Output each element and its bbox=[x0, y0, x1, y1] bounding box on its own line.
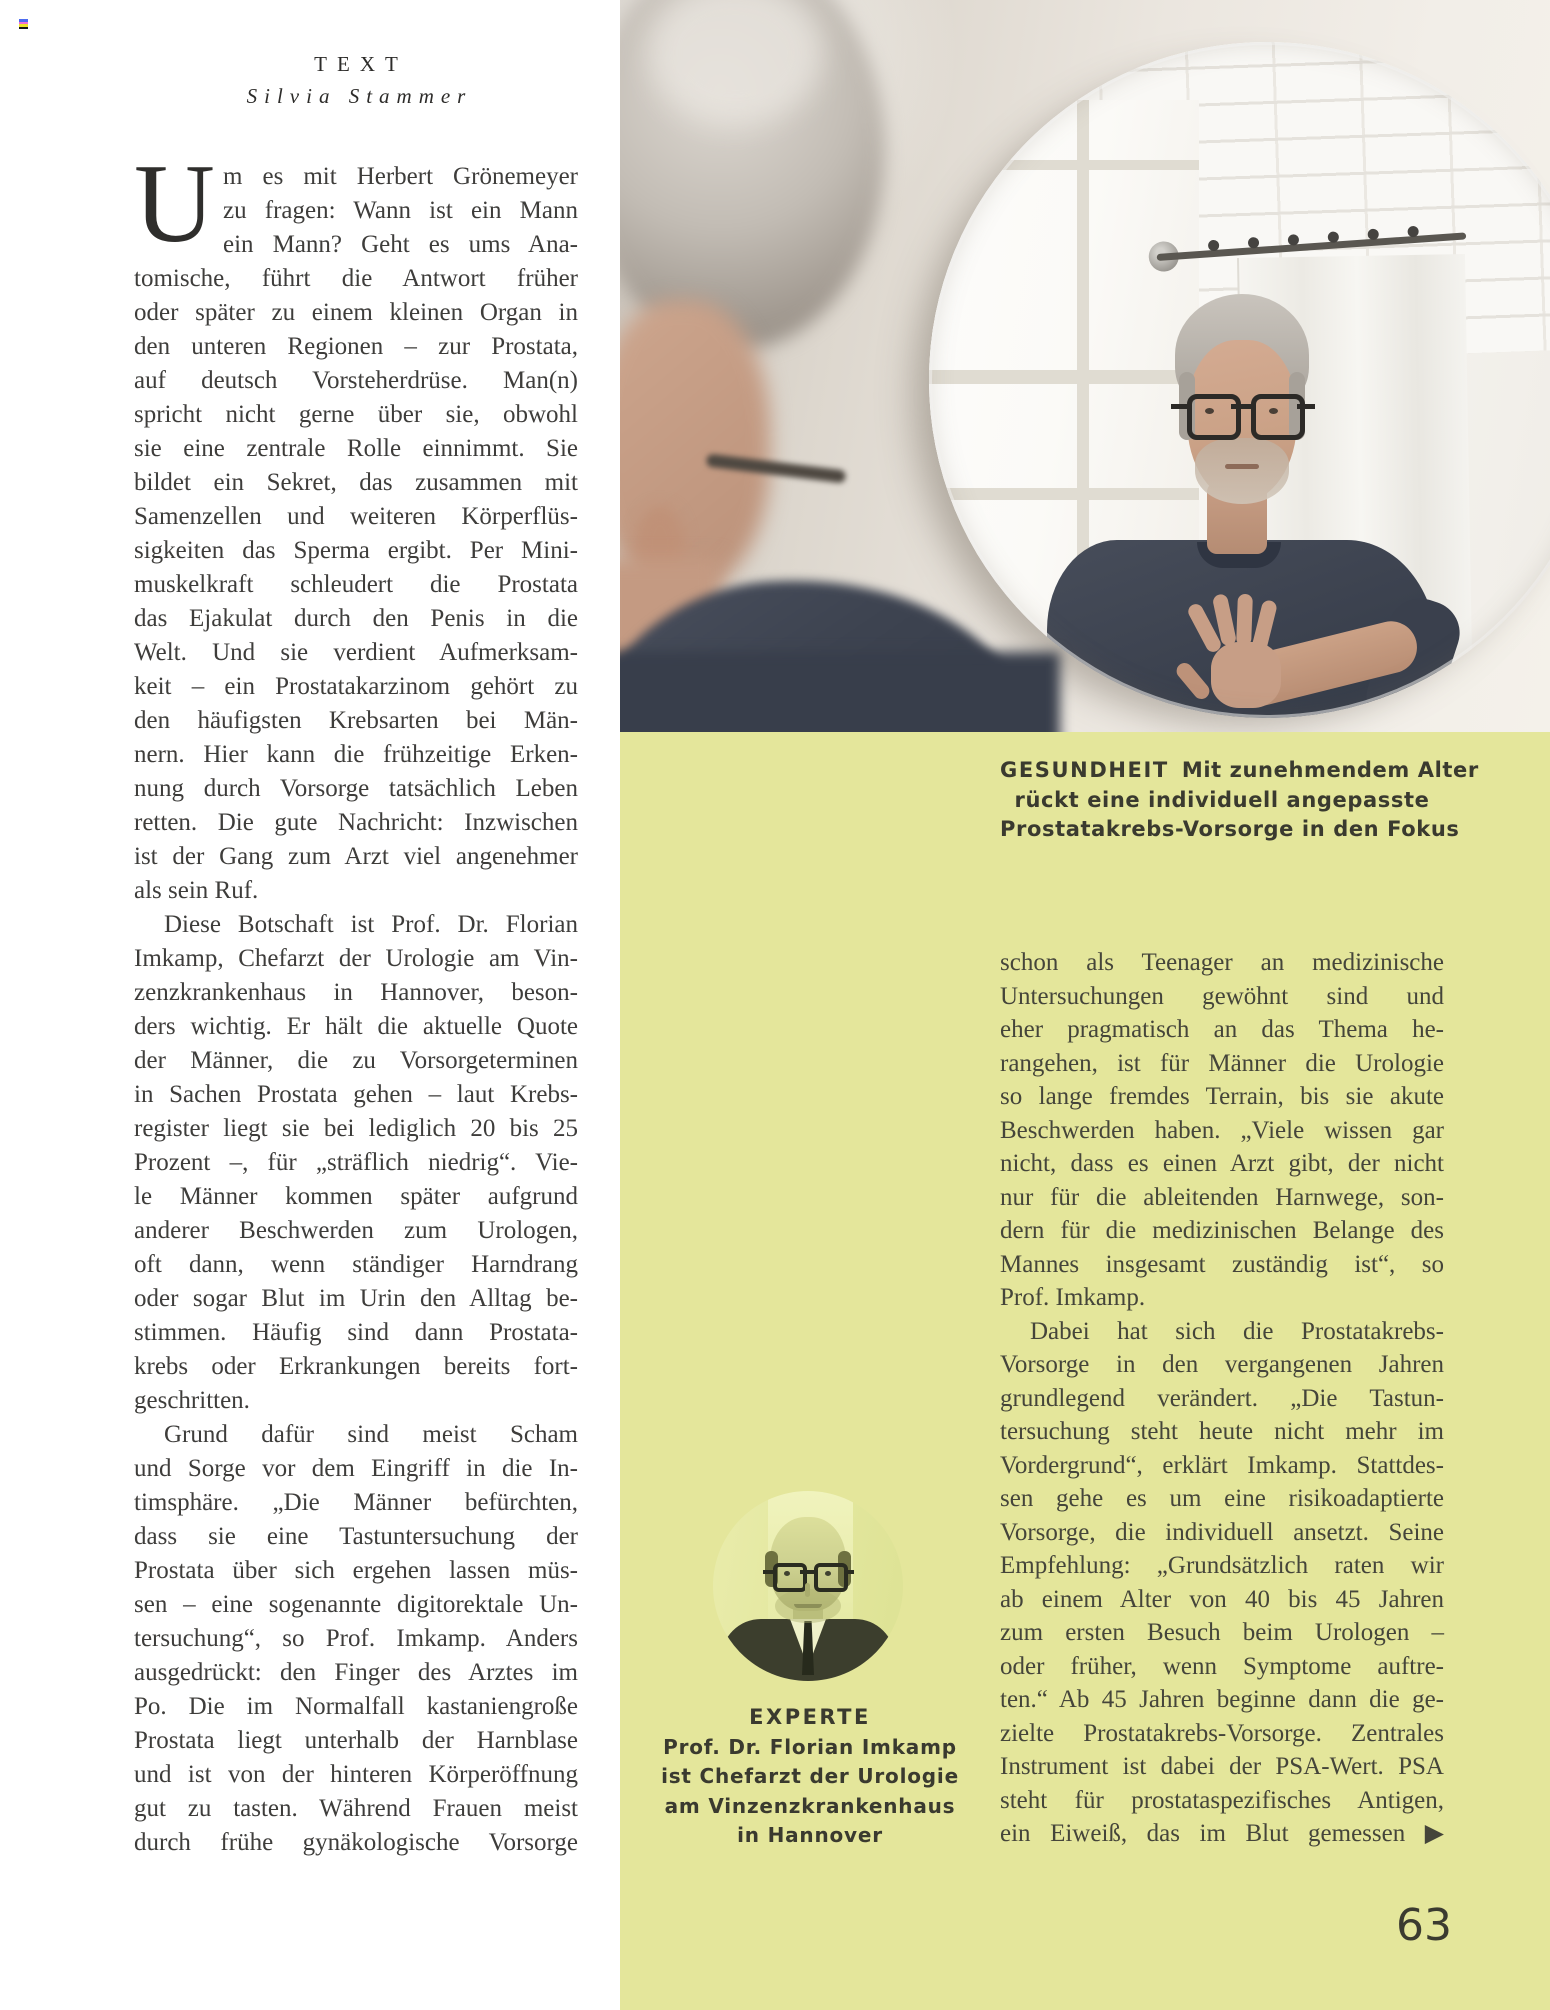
article-line: ein Eiweiß, das im Blut gemessen ▶ bbox=[1000, 1820, 1444, 1847]
article-line: oft dann, wenn ständiger Harndrang bbox=[134, 1251, 578, 1278]
portrait-glasses-lens bbox=[773, 1563, 807, 1592]
article-line: der Männer, die zu Vorsorgeterminen bbox=[134, 1047, 578, 1074]
caption-line: Prostatakrebs-Vorsorge in den Fokus bbox=[1000, 817, 1460, 841]
article-line: ist der Gang zum Arzt viel angenehmer bbox=[134, 843, 578, 870]
portrait-glasses-temple bbox=[763, 1570, 773, 1574]
article-line: Prostata über sich ergehen lassen müs- bbox=[134, 1557, 578, 1584]
registration-stripe-black bbox=[19, 27, 28, 30]
article-line: oder später zu einem kleinen Organ in bbox=[134, 299, 578, 326]
article-line: krebs oder Erkrankungen bereits fort- bbox=[134, 1353, 578, 1380]
caption-kicker: GESUNDHEIT bbox=[1000, 758, 1169, 782]
article-line: Samenzellen und weiteren Körperflüs- bbox=[134, 503, 578, 530]
article-line: zu fragen: Wann ist ein Mann bbox=[223, 197, 578, 224]
article-line: nern. Hier kann die frühzeitige Erken- bbox=[134, 741, 578, 768]
round-mirror bbox=[929, 42, 1550, 718]
byline-author: Silvia Stammer bbox=[246, 84, 473, 108]
expert-line: in Hannover bbox=[737, 1823, 883, 1847]
article-line: und ist von der hinteren Körperöffnung bbox=[134, 1761, 578, 1788]
portrait-glasses-temple bbox=[844, 1570, 854, 1574]
article-column-right bbox=[1000, 946, 1444, 1851]
article-line: durch frühe gynäkologische Vorsorge bbox=[134, 1829, 578, 1856]
article-line: Prof. Imkamp. bbox=[1000, 1284, 1146, 1311]
article-line: Dabei hat sich die Prostatakrebs- bbox=[1030, 1317, 1444, 1345]
article-line: retten. Die gute Nachricht: Inzwischen bbox=[134, 809, 578, 836]
byline bbox=[134, 52, 578, 109]
article-line: tomische, führt die Antwort früher bbox=[134, 265, 578, 292]
article-line: Prostata liegt unterhalb der Harnblase bbox=[134, 1727, 578, 1754]
article-line: Untersuchungen gewöhnt sind und bbox=[1000, 982, 1444, 1010]
caption-line: rückt eine individuell angepasste bbox=[1014, 787, 1430, 812]
foreground-man-back bbox=[620, 652, 1060, 732]
article-line: und Sorge vor dem Eingriff in die In- bbox=[134, 1455, 578, 1482]
article-line: Mannes insgesamt zuständig ist“, so bbox=[1000, 1250, 1444, 1278]
print-registration-mark bbox=[19, 19, 28, 30]
article-line: zum ersten Besuch beim Urologen – bbox=[1000, 1619, 1444, 1646]
article-line: eher pragmatisch an das Thema he- bbox=[1000, 1016, 1444, 1043]
article-line: m es mit Herbert Grönemeyer bbox=[223, 163, 578, 190]
article-line: ein Mann? Geht es ums Ana- bbox=[223, 231, 578, 258]
article-line: Prozent –, für „sträflich niedrig“. Vie- bbox=[134, 1149, 578, 1176]
article-line: ausgedrückt: den Finger des Arztes im bbox=[134, 1659, 578, 1686]
article-line: als sein Ruf. bbox=[134, 877, 259, 904]
article-line: nur für die ableitenden Harnwege, son- bbox=[1000, 1183, 1444, 1211]
article-line: schon als Teenager an medizinische bbox=[1000, 949, 1444, 976]
article-line: dern für die medizinischen Belange des bbox=[1000, 1217, 1444, 1244]
byline-label: TEXT bbox=[314, 52, 408, 76]
portrait-mouth bbox=[794, 1604, 822, 1608]
article-line: Vordergrund“, erklärt Imkamp. Stattdes- bbox=[1000, 1451, 1444, 1479]
article-line: Vorsorge, die individuell ansetzt. Seine bbox=[1000, 1518, 1444, 1546]
article-line: keit – ein Prostatakarzinom gehört zu bbox=[134, 673, 578, 700]
article-line: sie eine zentrale Rolle einnimmt. Sie bbox=[134, 435, 578, 462]
article-line: ten.“ Ab 45 Jahren beginne dann die ge- bbox=[1000, 1686, 1444, 1713]
expert-line: Prof. Dr. Florian Imkamp bbox=[663, 1734, 957, 1759]
article-line: geschritten. bbox=[134, 1387, 250, 1414]
expert-line: am Vinzenzkrankenhaus bbox=[664, 1793, 956, 1818]
article-line: auf deutsch Vorsteherdrüse. Man(n) bbox=[134, 367, 578, 394]
article-line: nicht, dass es einen Arzt gibt, der nicht bbox=[1000, 1150, 1444, 1177]
article-line: Welt. Und sie verdient Aufmerksam- bbox=[134, 639, 578, 666]
article-line: in Sachen Prostata gehen – laut Krebs- bbox=[134, 1081, 578, 1108]
article-line: Imkamp, Chefarzt der Urologie am Vin- bbox=[134, 945, 578, 972]
article-line: rangehen, ist für Männer die Urologie bbox=[1000, 1049, 1444, 1077]
article-line: Vorsorge in den vergangenen Jahren bbox=[1000, 1351, 1444, 1378]
article-line: sen – eine sogenannte digitorektale Un- bbox=[134, 1591, 578, 1618]
article-line: Diese Botschaft ist Prof. Dr. Florian bbox=[164, 911, 578, 938]
article-line: Empfehlung: „Grundsätzlich raten wir bbox=[1000, 1552, 1444, 1579]
drop-cap: U bbox=[134, 142, 215, 266]
article-line: anderer Beschwerden zum Urologen, bbox=[134, 1217, 578, 1244]
article-line: sen gehe es um eine risikoadaptierte bbox=[1000, 1485, 1444, 1512]
article-line: grundlegend verändert. „Die Tastun- bbox=[1000, 1384, 1444, 1412]
article-line: ders wichtig. Er hält die aktuelle Quote bbox=[134, 1013, 578, 1040]
article-line: tersuchung steht heute nicht mehr im bbox=[1000, 1418, 1444, 1445]
photo-caption bbox=[1000, 756, 1479, 845]
article-line: timsphäre. „Die Männer befürchten, bbox=[134, 1489, 578, 1516]
article-line: oder früher, wenn Symptome auftre- bbox=[1000, 1652, 1444, 1680]
article-line: Instrument ist dabei der PSA-Wert. PSA bbox=[1000, 1753, 1444, 1780]
article-line: so lange fremdes Terrain, bis sie akute bbox=[1000, 1083, 1444, 1110]
article-line: dass sie eine Tastuntersuchung der bbox=[134, 1523, 578, 1550]
caption-text: Mit zunehmendem Alter bbox=[1181, 758, 1479, 782]
portrait-nose bbox=[805, 1583, 810, 1597]
article-line: steht für prostataspezifisches Antigen, bbox=[1000, 1786, 1444, 1814]
expert-portrait bbox=[713, 1491, 903, 1681]
article-line: Po. Die im Normalfall kastaniengroße bbox=[134, 1693, 578, 1720]
article-line: oder sogar Blut im Urin den Alltag be- bbox=[134, 1285, 578, 1312]
article-line: muskelkraft schleudert die Prostata bbox=[134, 571, 578, 598]
caption-line bbox=[1000, 756, 1479, 786]
article-line: tersuchung“, so Prof. Imkamp. Anders bbox=[134, 1625, 578, 1652]
expert-kicker: EXPERTE bbox=[749, 1705, 871, 1729]
article-line: sigkeiten das Sperma ergibt. Per Mini- bbox=[134, 537, 578, 564]
page-number: 63 bbox=[1396, 1900, 1452, 1951]
article-line: Grund dafür sind meist Scham bbox=[164, 1421, 578, 1448]
article-line: den häufigsten Krebsarten bei Män- bbox=[134, 707, 578, 734]
expert-line: ist Chefarzt der Urologie bbox=[661, 1764, 959, 1788]
article-line: den unteren Regionen – zur Prostata, bbox=[134, 333, 578, 360]
article-line: le Männer kommen später aufgrund bbox=[134, 1183, 578, 1210]
article-line: ab einem Alter von 40 bis 45 Jahren bbox=[1000, 1585, 1444, 1613]
article-line: zenzkrankenhaus in Hannover, beson- bbox=[134, 979, 578, 1006]
article-line: nung durch Vorsorge tatsächlich Leben bbox=[134, 775, 578, 802]
article-line: register liegt sie bei lediglich 20 bis 25 bbox=[134, 1115, 578, 1142]
bathroom-mirror-photo bbox=[620, 0, 1550, 732]
article-line: Beschwerden haben. „Viele wissen gar bbox=[1000, 1116, 1444, 1144]
article-line: das Ejakulat durch den Penis in die bbox=[134, 605, 578, 632]
portrait-glasses-bridge bbox=[800, 1570, 816, 1574]
article-column-left bbox=[134, 142, 578, 1860]
portrait-glasses-lens bbox=[814, 1563, 848, 1592]
article-line: zielte Prostatakrebs-Vorsorge. Zentrales bbox=[1000, 1719, 1444, 1747]
article-line: stimmen. Häufig sind dann Prostata- bbox=[134, 1319, 578, 1346]
article-line: spricht nicht gerne über sie, obwohl bbox=[134, 401, 578, 428]
article-line: bildet ein Sekret, das zusammen mit bbox=[134, 469, 578, 496]
expert-caption bbox=[620, 1703, 1000, 1851]
article-line: gut zu tasten. Während Frauen meist bbox=[134, 1795, 578, 1822]
